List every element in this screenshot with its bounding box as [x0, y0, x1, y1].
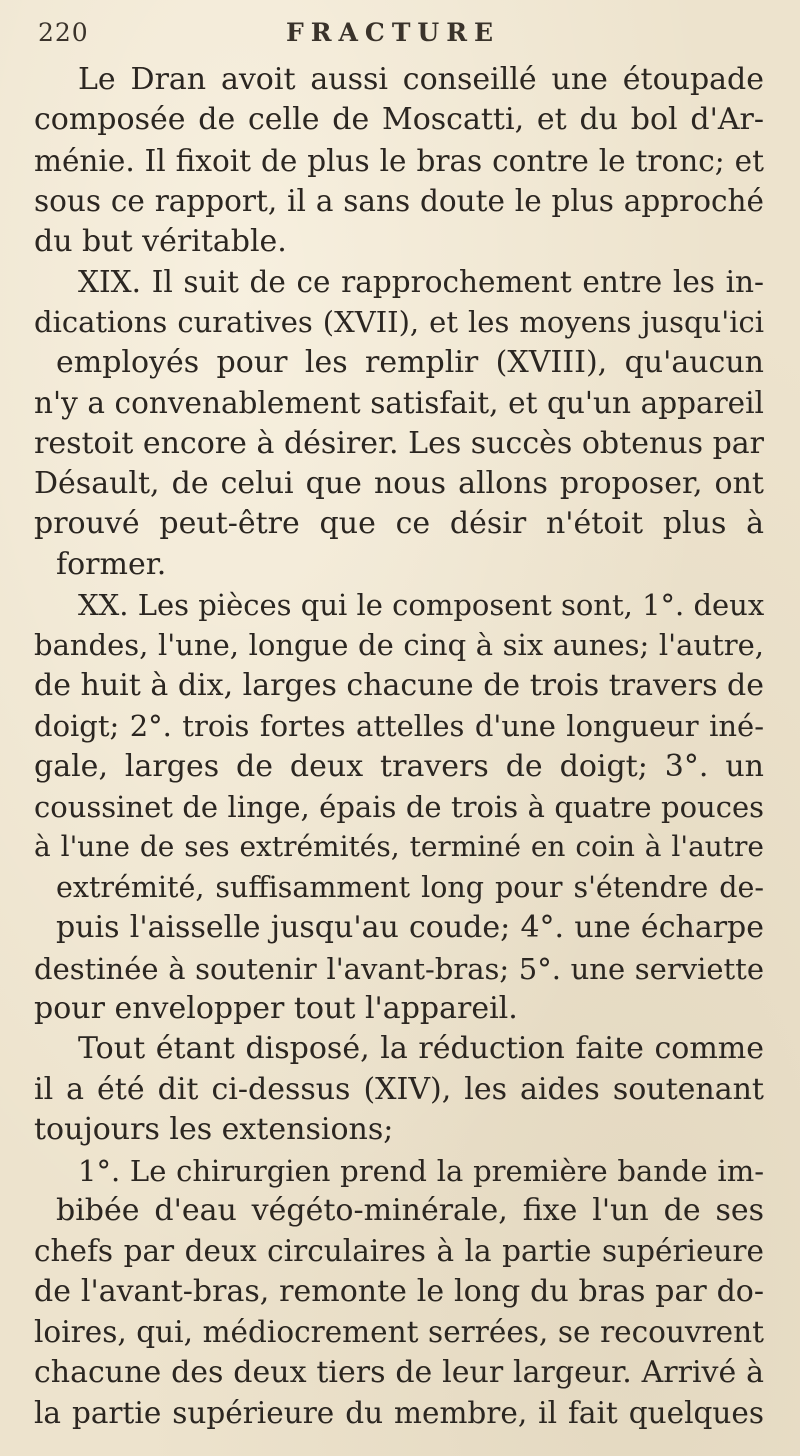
- text-line: chefs par deux circulaires à la partie supérieure: [34, 1234, 764, 1269]
- text-line: Tout étant disposé, la réduction faite comme: [78, 1031, 764, 1067]
- text-line: chacune des deux tiers de leur largeur. Arrivé à: [34, 1354, 764, 1390]
- text-line: prouvé peut-être que ce désir n'étoit plus à: [34, 506, 764, 542]
- text-line: à l'une de ses extrémités, terminé en coin à l'autre: [34, 830, 764, 864]
- text-line: composée de celle de Moscatti, et du bol d'Ar-: [34, 102, 764, 138]
- text-line: XX. Les pièces qui le composent sont, 1°. deux: [78, 588, 765, 623]
- text-line: la partie supérieure du membre, il fait quelques: [34, 1395, 764, 1430]
- text-line: ménie. Il fixoit de plus le bras contre le tronc; et: [34, 143, 764, 178]
- text-line: Le Dran avoit aussi conseillé une étoupade: [78, 62, 764, 97]
- text-line: gale, larges de deux travers de doigt; 3°. un: [34, 748, 764, 784]
- text-line: doigt; 2°. trois fortes attelles d'une longueur iné-: [34, 709, 764, 744]
- running-title: FRACTURE: [286, 18, 501, 47]
- text-line: bibée d'eau végéto-minérale, fixe l'un de ses: [56, 1192, 764, 1228]
- text-line: pour envelopper tout l'appareil.: [34, 990, 518, 1026]
- text-line: de huit à dix, larges chacune de trois travers de: [34, 667, 764, 703]
- text-line: bandes, l'une, longue de cinq à six aunes; l'autre,: [34, 628, 764, 663]
- text-line: Désault, de celui que nous allons proposer, ont: [34, 465, 764, 501]
- page-number: 220: [38, 18, 89, 47]
- text-line: destinée à soutenir l'avant-bras; 5°. une serviette: [34, 951, 764, 986]
- text-line: restoit encore à désirer. Les succès obtenus par: [34, 425, 764, 461]
- text-line: extrémité, suffisamment long pour s'étendre de-: [56, 870, 764, 904]
- text-line: loires, qui, médiocrement serrées, se recouvrent: [34, 1315, 764, 1350]
- text-line: former.: [56, 546, 167, 582]
- running-head: [38, 18, 762, 52]
- text-line: XIX. Il suit de ce rapprochement entre les in-: [78, 264, 764, 299]
- text-line: sous ce rapport, il a sans doute le plus approché: [34, 184, 764, 219]
- text-line: n'y a convenablement satisfait, et qu'un appareil: [34, 386, 764, 421]
- text-line: coussinet de linge, épais de trois à quatre pouces: [34, 790, 764, 825]
- text-line: employés pour les remplir (XVIII), qu'aucun: [56, 344, 764, 380]
- text-line: du but véritable.: [34, 223, 287, 259]
- text-line: 1°. Le chirurgien prend la première bande im-: [78, 1153, 764, 1188]
- text-line: dications curatives (XVII), et les moyens jusqu'ici: [34, 305, 764, 340]
- text-line: puis l'aisselle jusqu'au coude; 4°. une écharpe: [56, 910, 764, 946]
- text-line: de l'avant-bras, remonte le long du bras par do-: [34, 1273, 764, 1309]
- text-line: il a été dit ci-dessus (XIV), les aides soutenant: [34, 1071, 764, 1107]
- text-line: toujours les extensions;: [34, 1112, 394, 1148]
- body-text: [34, 60, 764, 1433]
